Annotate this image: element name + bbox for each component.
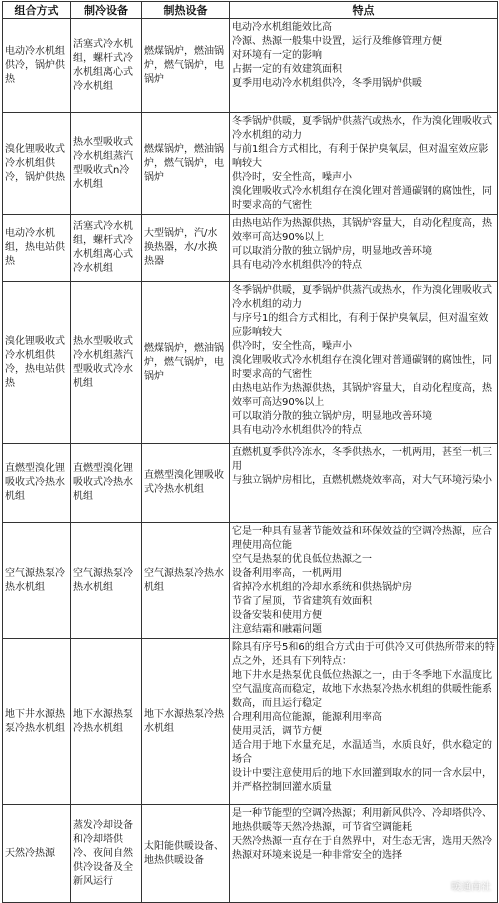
feature-line: 可以取消分散的独立锅炉房，明显地改善环境 xyxy=(232,246,432,257)
feature-line: 设备利用率高，一机两用 xyxy=(232,568,342,579)
cell-cooling: 活塞式冷水机组，螺杆式冷水机组离心式冷水机组 xyxy=(71,215,142,282)
header-features: 特点 xyxy=(230,2,498,19)
feature-line: 溴化锂吸收式冷水机组存在溴化锂对普通碳钢的腐蚀性，同时要求高的气密性 xyxy=(232,186,492,211)
cell-heating: 空气源热泵冷热水机组 xyxy=(142,523,230,639)
cell-combination: 电动冷水机组供冷，锅炉供热 xyxy=(3,19,71,113)
feature-line: 夏季用电动冷水机组供冷，冬季用锅炉供暖 xyxy=(232,78,422,89)
feature-line: 除具有序号5和6的组合方式由于可供冷又可供热所带来的特点之外，还具有下列特点： xyxy=(232,642,495,667)
comparison-table xyxy=(2,1,498,903)
cell-heating: 大型锅炉，汽/水换热器，水/水换热器 xyxy=(142,215,230,282)
cell-combination: 溴化锂吸收式冷水机组供冷，热电站供热 xyxy=(3,282,71,444)
table-row xyxy=(3,639,498,805)
cell-heating: 地下水源热泵冷热水机组 xyxy=(142,639,230,805)
feature-line: 供冷时，安全性高，噪声小 xyxy=(232,341,352,352)
feature-line: 可以取消分散的独立锅炉房，明显地改善环境 xyxy=(232,411,432,422)
feature-line: 供冷时，安全性高，噪声小 xyxy=(232,172,352,183)
cell-cooling: 直燃型溴化锂吸收式冷热水机组 xyxy=(71,444,142,523)
cell-cooling: 热水型吸收式冷水机组蒸汽型吸收式n冷水机组 xyxy=(71,113,142,215)
cell-cooling: 空气源热泵冷热水机组 xyxy=(71,523,142,639)
feature-line: 它是一种具有显著节能效益和环保效益的空调冷热源，应合理使用高位能 xyxy=(232,526,492,551)
table-row xyxy=(3,805,498,903)
cell-features xyxy=(230,19,498,113)
cell-combination: 空气源热泵冷热水机组 xyxy=(3,523,71,639)
cell-heating: 燃煤锅炉，燃油锅炉，燃气锅炉，电锅炉 xyxy=(142,113,230,215)
table-row xyxy=(3,113,498,215)
table-row xyxy=(3,444,498,523)
feature-line: 具有电动冷水机组供冷的特点 xyxy=(232,260,362,271)
cell-combination: 电动冷水机组，热电站供热 xyxy=(3,215,71,282)
feature-line: 电动冷水机组能效比高 xyxy=(232,22,332,33)
cell-features xyxy=(230,282,498,444)
feature-line: 是一种节能型的空调冷热源；利用新风供冷、冷却塔供冷、地热供暖等天然冷热源，可节省空调能耗 xyxy=(232,808,492,833)
cell-cooling: 活塞式冷水机组，螺杆式冷水机组离心式冷水机组 xyxy=(71,19,142,113)
feature-line: 占据一定的有效建筑面积 xyxy=(232,64,342,75)
header-heating-equipment: 制热设备 xyxy=(142,2,230,19)
feature-line: 注意结霜和融霜问题 xyxy=(232,624,322,635)
feature-line: 天然冷热源一直存在于自然界中，对生态无害，选用天然冷热源对环境来说是一种非常安全的选择 xyxy=(232,836,492,861)
table-row xyxy=(3,523,498,639)
feature-line: 溴化锂吸收式冷水机组存在溴化锂对普通碳钢的腐蚀性，同时要求高的气密性 xyxy=(232,355,492,380)
feature-line: 适合用于地下水量充足，水温适当，水质良好，供水稳定的场合 xyxy=(232,740,492,765)
feature-line: 与前1组合方式相比，有利于保护臭氧层，但对温室效应影响较大 xyxy=(232,144,489,169)
cell-features xyxy=(230,215,498,282)
feature-line: 省掉冷水机组的冷却水系统和供热锅炉房 xyxy=(232,582,412,593)
feature-line: 对环境有一定的影响 xyxy=(232,50,322,61)
table-row xyxy=(3,215,498,282)
watermark: 暖通南社 xyxy=(451,882,491,893)
feature-line: 冬季锅炉供暖，夏季锅炉供蒸汽或热水，作为溴化锂吸收式冷水机组的动力 xyxy=(232,116,492,141)
cell-combination: 天然冷热源 xyxy=(3,805,71,903)
cell-combination: 地下井水源热泵冷热水机组 xyxy=(3,639,71,805)
table-row xyxy=(3,282,498,444)
feature-line: 由热电站作为热源供热，其锅炉容量大，自动化程度高，热效率可高达90%以上 xyxy=(232,383,492,408)
cell-cooling: 蒸发冷却设备和冷却塔供冷、夜间自然供冷设备及全新风运行 xyxy=(71,805,142,903)
feature-line: 与序号1的组合方式相比，有利于保护臭氧层，但对温室效应影响较大 xyxy=(232,313,489,338)
cell-heating: 直燃型溴化锂吸收式冷热水机组 xyxy=(142,444,230,523)
feature-line: 节省了屋顶，节省建筑有效面积 xyxy=(232,596,372,607)
cell-features xyxy=(230,523,498,639)
header-cooling-equipment: 制冷设备 xyxy=(71,2,142,19)
feature-line: 合理利用高位能源，能源利用率高 xyxy=(232,712,382,723)
cell-features xyxy=(230,444,498,523)
cell-cooling: 热水型吸收式冷水机组蒸汽型吸收式冷水机组 xyxy=(71,282,142,444)
feature-line: 由热电站作为热源供热，其锅炉容量大，自动化程度高，热效率可高达90%以上 xyxy=(232,218,492,243)
cell-heating: 燃煤锅炉，燃油锅炉，燃气锅炉，电锅炉 xyxy=(142,282,230,444)
feature-line: 冬季锅炉供暖，夏季锅炉供蒸汽或热水，作为溴化锂吸收式冷水机组的动力 xyxy=(232,285,492,310)
feature-line: 具有电动冷水机组供冷的特点 xyxy=(232,425,362,436)
cell-features xyxy=(230,639,498,805)
feature-line: 冷源、热源一般集中设置，运行及维修管理方便 xyxy=(232,36,442,47)
feature-line: 使用灵活，调节方便 xyxy=(232,726,322,737)
cell-features xyxy=(230,113,498,215)
feature-line: 设备安装和使用方便 xyxy=(232,610,322,621)
cell-combination: 直燃型溴化锂吸收式冷热水机组 xyxy=(3,444,71,523)
table-row xyxy=(3,19,498,113)
cell-combination: 溴化锂吸收式冷水机组供冷，锅炉供热 xyxy=(3,113,71,215)
feature-line: 直燃机夏季供冷冻水，冬季供热水，一机两用，甚至一机三用 xyxy=(232,447,492,472)
feature-line: 与独立锅炉房相比，直燃机燃烧效率高，对大气环境污染小 xyxy=(232,475,492,486)
cell-heating: 燃煤锅炉，燃油锅炉，燃气锅炉，电锅炉 xyxy=(142,19,230,113)
feature-line: 设计中要注意使用后的地下水回灌到取水的同一含水层中，并严格控制回灌水质量 xyxy=(232,768,492,793)
cell-heating: 太阳能供暖设备、地热供暖设备 xyxy=(142,805,230,903)
feature-line: 地下井水是热泵优良低位热源之一，由于冬季地下水温度比空气温度高而稳定，故地下水热泵冷热水机组的供暖性能系数高，而且运行稳定 xyxy=(232,670,492,709)
cell-cooling: 地下水源热泵冷热水机组 xyxy=(71,639,142,805)
feature-line: 空气是热泵的优良低位热源之一 xyxy=(232,554,372,565)
header-combination: 组合方式 xyxy=(3,2,71,19)
table-header-row xyxy=(3,2,498,19)
